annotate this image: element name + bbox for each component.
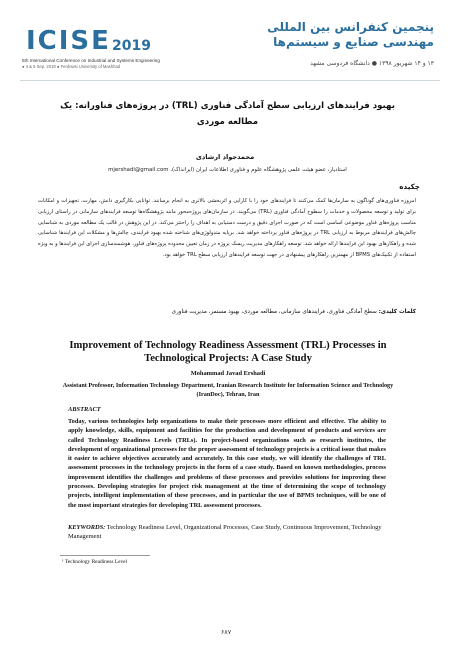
persian-affiliation: استادیار، عضو هیئت علمی پژوهشگاه علوم و فناوری اطلاعات ایران (ایرانداک)، mjershadi@gmail.com <box>108 167 347 173</box>
footnote-divider <box>60 555 150 556</box>
persian-keywords-label: کلمات کلیدی: <box>378 309 416 315</box>
persian-author: محمدجواد ارشادی <box>195 153 255 161</box>
conference-logo <box>26 22 176 62</box>
english-keywords-label: KEYWORDS: <box>68 524 106 531</box>
conference-name-en: 5th International Conference on Industrial and Systems Engineering <box>22 58 160 63</box>
english-keywords <box>68 523 386 542</box>
conference-date-fa: ۱۳ و ۱۴ شهریور ۱۳۹۸ ● دانشگاه فردوسی مشهد <box>310 60 434 67</box>
page-number: ۶۸۷ <box>220 628 232 636</box>
english-author: Mohammad Javad Ershadi <box>190 370 266 377</box>
english-abstract: Today, various technologies help organizations to make their processes more efficient and effective. The ability to apply knowledge, skills, equipment and facilities for the production and development of products and services are called Technology Readiness Levels (TRLs). In project-based organizations such as research institutes, the development of organizational processes for the proper assessment of technology projects is a critical issue that makes it easier to achieve objectives accurately and accurately. In this case study, we will identify the challenges of TRL assessment processes in the technology projects in the form of a case study. Based on known methodologies, process improvement identifies the challenges and problems of these processes and provides solutions for improving these processes. Developing strategies for project risk management at the time of determining the scope of technology projects, intelligent implementation of these processes, and in particular the use of BPMS techniques, will be one of the most important strategies for developing TRL assessment processes. <box>68 418 386 509</box>
english-affiliation: Assistant Professor, Information Technology Department, Iranian Research Institute for Information Science and Technology (IranDoc), Tehran, Iran <box>62 382 394 398</box>
persian-title: بهبود فرایندهای ارزیابی سطح آمادگی فناوری (TRL) در پروژه‌های فناورانه: یک مطالعه موردی <box>60 101 395 127</box>
conference-name-fa: پنجمین کنفرانس بین المللی مهندسی صنایع و سیستم‌ها <box>267 20 434 49</box>
english-abstract-heading: ABSTRACT <box>68 406 101 413</box>
logo-text: ICISE <box>26 26 111 56</box>
persian-keywords <box>38 309 416 315</box>
header-divider <box>20 80 440 81</box>
persian-abstract: امروزه فناوری‌های گوناگون به سازمان‌ها کمک می‌کنند تا فرایندهای خود را با کارایی و اثربخشی بالاتری به انجام برسانند. توانایی بکارگیری دانش، مهارت، تجهیزات و امکانات برای تولید و توسعه محصولات و خدمات را سطوح آمادگی فناوری (TRL) می‌گویند. در سازمان‌های پروژه‌محور مانند پژوهشگاه‌ها توسعه فرایندهای سازمانی در راستای ارزیابی مناسب پروژه‌های فناور موضوعی اساسی است که در صورت اجرای دقیق و درست دستیابی به اهداف را راحتتر می‌کند. در این پژوهش در قالب یک مطالعه موردی به شناسایی چالش‌های فرایندهای مربوط به ارزیابی TRL در پروژه‌های فناور پرداخته خواهد شد. برپایه متدولوژی‌های شناخته شده بهبود فرایندی، چالش‌ها و مشکلات این فرایندها شناسایی شده و راهکارهای بهبود این فرایندها ارائه خواهد شد. توسعه راهکارهای مدیریت ریسک پروژه در زمان تعیین محدوده پروژه‌های فناور، هوشمندسازی اجرای این فرایندها و به ویژه استفاده از تکنیک‌های BPMS از مهمترین راهکارهای پیشنهادی در جهت توسعه فرایندهای ارزیابی سطح TRL خواهد بود. <box>38 198 416 258</box>
persian-keywords-text: سطح آمادگی فناوری، فرایندهای سازمانی، مطالعه موردی، بهبود مستمر، مدیریت فناوری <box>171 309 377 315</box>
persian-abstract-heading: چکیده <box>399 182 420 191</box>
english-keywords-text: Technology Readiness Level, Organizational Processes, Case Study, Continuous Improvement, Technology Management <box>68 524 382 541</box>
conference-date-en: ● 4 & 5 Sep. 2019 ● Ferdowsi University of Mashhad <box>22 64 121 69</box>
english-title: Improvement of Technology Readiness Assessment (TRL) Processes in Technological Projects: A Case Study <box>69 340 387 364</box>
footnote: ¹ Technology Readiness Level <box>62 559 128 565</box>
logo-year: 2019 <box>112 38 151 54</box>
conference-header <box>20 14 440 76</box>
